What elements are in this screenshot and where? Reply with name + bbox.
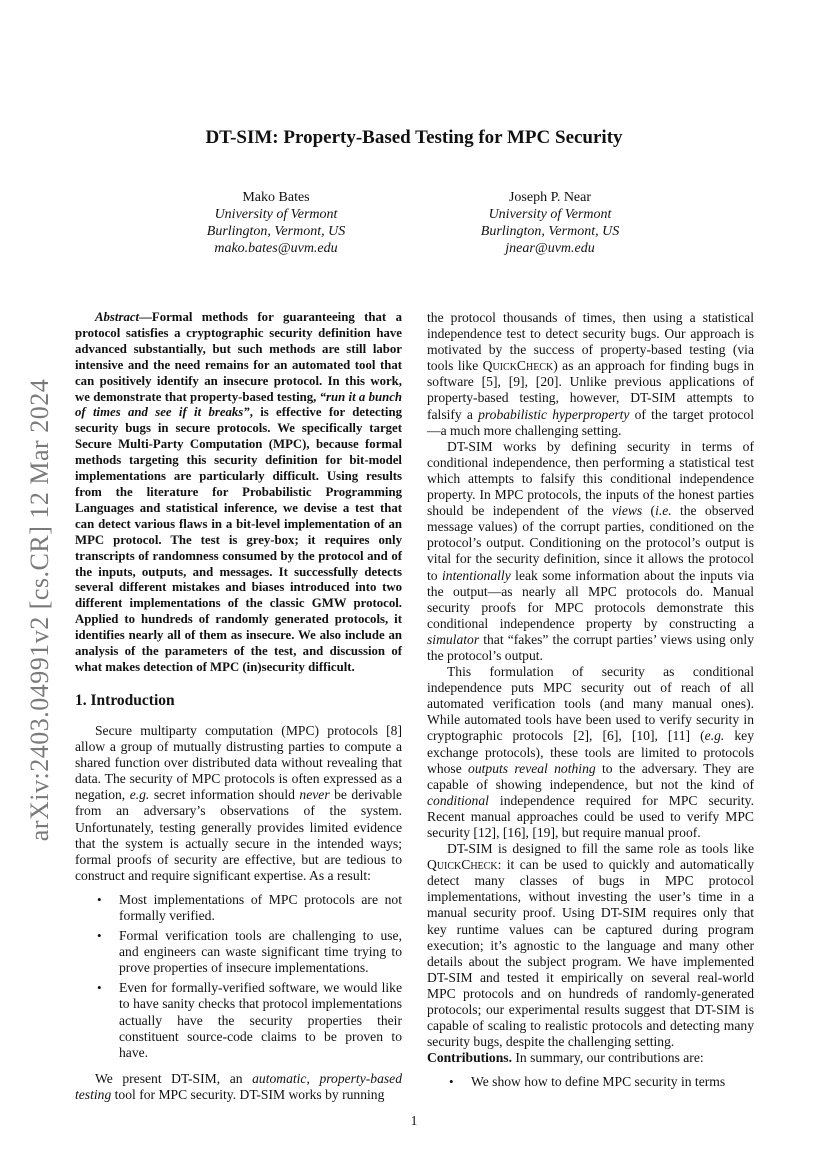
author-name: Mako Bates — [242, 190, 310, 205]
page-number: 1 — [410, 1113, 418, 1128]
author-location: Burlington, Vermont, US — [480, 224, 620, 239]
contributions-list — [427, 1074, 754, 1090]
paper-title: DT-SIM: Property-Based Testing for MPC Security — [205, 127, 623, 148]
right-column — [427, 310, 754, 1101]
author-email: jnear@uvm.edu — [505, 241, 595, 256]
list-item: • Even for formally-verified software, we would like to have sanity checks that protocol implementations actually have the security properties their constituent source-code claims to be proven to have. — [119, 980, 402, 1060]
author-name: Joseph P. Near — [508, 190, 592, 205]
author-affiliation: University of Vermont — [214, 207, 338, 222]
list-item: • Formal verification tools are challenging to use, and engineers can waste significant time trying to prove properties of insecure implementations. — [119, 928, 402, 976]
abstract-label: Abstract — [95, 310, 140, 324]
body-paragraph: This formulation of security as conditional independence puts MPC security out of reach of all automated verification tools (and many manual ones). While automated tools have been used to verify security in cryptographic protocols [2], [6], [10], [11] (e.g. key exchange protocols), these tools are limited to protocols whose outputs reveal nothing to the adversary. They are capable of showing independence, but not the kind of conditional independence required for MPC security. Recent manual approaches could be used to verify MPC security [12], [16], [19], but require manual proof. — [427, 664, 755, 840]
author-block — [156, 189, 396, 257]
abstract-quote: “run it a bunch of times and see if it breaks” — [75, 389, 402, 420]
body-paragraph: DT-SIM works by defining security in terms of conditional independence, then performing a statistical test which attempts to falsify this conditional independence property. In MPC protocols, the inputs of the honest parties should be independent of the views (i.e. the observed message values) of the corrupt parties, conditioned on the protocol’s output. Conditioning on the protocol’s output is vital for the security definition, since it allows the protocol to intentionally leak some information about the inputs via the output—as nearly all MPC protocols do. Manual security proofs for MPC protocols demonstrate this conditional independence property by constructing a simulator that “fakes” the corrupt parties’ views using only the protocol’s output. — [427, 438, 754, 663]
intro-paragraph: We present DT-SIM, an automatic, property-based testing tool for MPC security. DT-SIM works by running — [75, 1070, 402, 1102]
left-column — [75, 310, 402, 1103]
list-item: • We show how to define MPC security in terms — [471, 1074, 754, 1090]
author-location: Burlington, Vermont, US — [206, 224, 346, 239]
body-paragraph: DT-SIM is designed to fill the same role as tools like QuickCheck: it can be used to quickly and automatically detect many classes of bugs in MPC protocol implementations, without investing the user’s time in a manual security proof. Using DT-SIM requires only that key runtime values can be captured during program execution; it’s agnostic to the language and many other details about the subject program. We have implemented DT-SIM and tested it empirically on several real-world MPC protocols and on hundreds of randomly-generated protocols; our experimental results suggest that DT-SIM is capable of scaling to realistic protocols and detecting many security bugs, despite the challenging setting. — [427, 841, 754, 1050]
list-item: • Most implementations of MPC protocols are not formally verified. — [119, 892, 402, 924]
abstract: Abstract—Formal methods for guaranteeing that a protocol satisfies a cryptographic security definition have advanced substantially, but such methods are still labor intensive and the need remains for an automated tool that can positively identify an insecure protocol. In this work, we demonstrate that property-based testing, “run it a bunch of times and see if it breaks”, is effective for detecting security bugs in secure protocols. We specifically target Secure Multi-Party Computation (MPC), because formal methods targeting this security definition for bit-model implementations are particularly difficult. Using results from the literature for Probabilistic Programming Languages and statistical inference, we devise a test that can detect various flaws in a bit-level implementation of an MPC protocol. The test is grey-box; it requires only transcripts of randomness consumed by the protocol and of the inputs, outputs, and messages. It successfully detects several different mistakes and biases introduced into two different implementations of the classic GMW protocol. Applied to hundreds of randomly generated protocols, it identifies nearly all of them as insecure. We also include an analysis of the parameters of the test, and discussion of what makes detection of MPC (in)security difficult. — [75, 310, 402, 674]
body-paragraph: the protocol thousands of times, then using a statistical independence test to detect security bugs. Our approach is motivated by the success of property-based testing (via tools like QuickCheck) as an approach for finding bugs in software [5], [9], [20]. Unlike previous applications of property-based testing, however, DT-SIM attempts to falsify a probabilistic hyperproperty of the target protocol—a much more challenging setting. — [427, 310, 755, 438]
arxiv-id: arXiv:2403.04991v2 [cs.CR] 12 Mar 2024 — [25, 378, 54, 842]
author-email: mako.bates@uvm.edu — [214, 241, 338, 256]
bullet-list — [75, 892, 402, 1061]
section-heading-introduction: 1. Introduction — [75, 691, 175, 709]
arxiv-stamp — [18, 360, 62, 860]
author-block — [430, 189, 670, 257]
author-affiliation: University of Vermont — [488, 207, 612, 222]
intro-paragraph: Secure multiparty computation (MPC) protocols [8] allow a group of mutually distrusting parties to compute a shared function over distributed data without revealing that data. The security of MPC protocols is often expressed as a negation, e.g. secret information should never be derivable from an adversary’s observations of the system. Unfortunately, testing generally provides limited evidence that the system is actually secure in the intended ways; formal proofs of security are effective, but are tedious to construct and require significant expertise. As a result: — [75, 722, 402, 883]
contributions-paragraph: Contributions. In summary, our contributions are: — [427, 1050, 704, 1066]
